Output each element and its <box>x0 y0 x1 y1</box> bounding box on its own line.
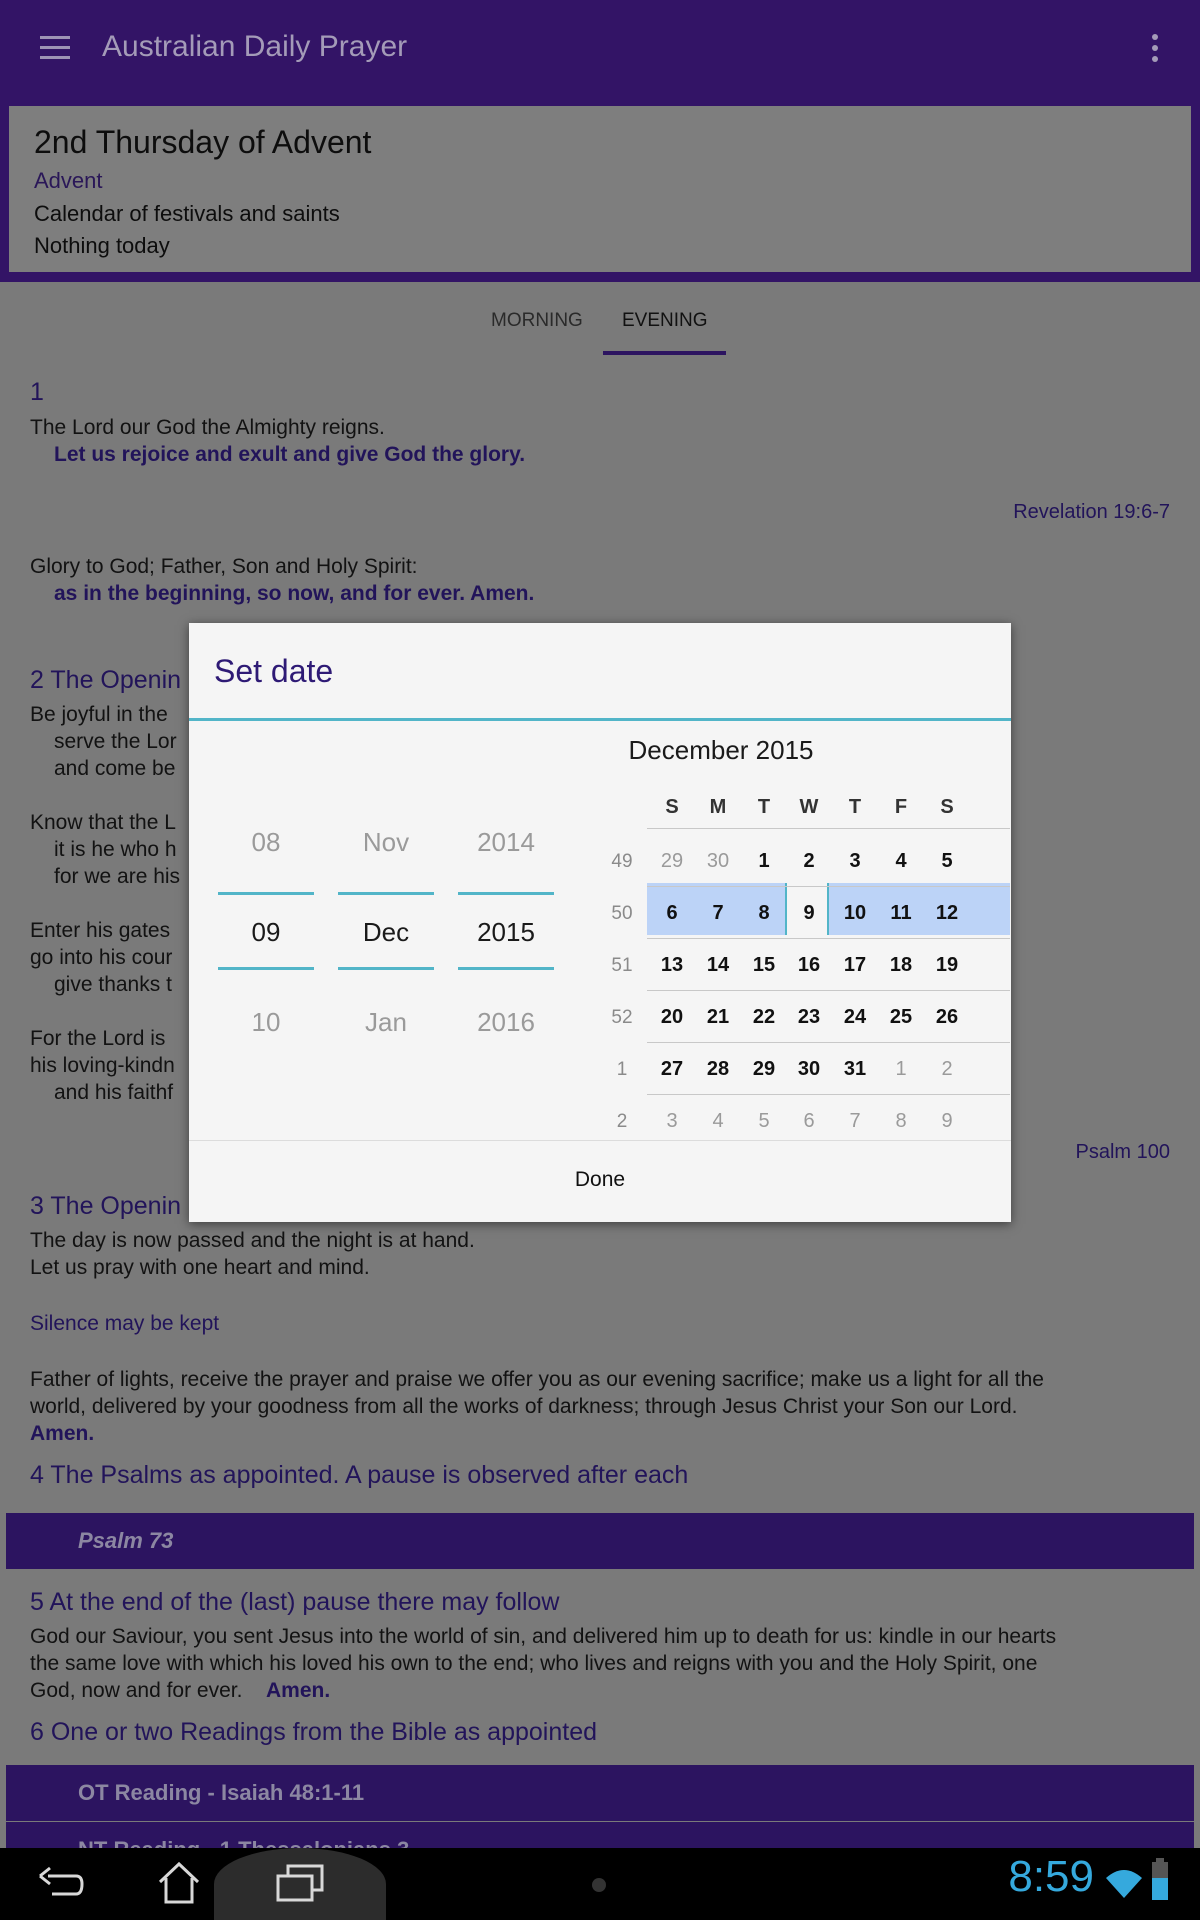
done-button[interactable]: Done <box>574 1168 626 1191</box>
prayer-text: God our Saviour, you sent Jesus into the world of sin, and delivered him up to death for us: kindle in our hearts <box>30 1625 1057 1648</box>
picker-line <box>458 892 554 895</box>
picker-line <box>218 967 314 970</box>
calendar-day[interactable]: 29 <box>660 850 684 872</box>
calendar-row-divider <box>647 886 1010 887</box>
calendar-day[interactable]: 8 <box>895 1110 907 1132</box>
weekday-header: M <box>709 796 727 818</box>
psalm-line: and come be <box>54 757 176 780</box>
calendar-day[interactable]: 7 <box>712 902 724 924</box>
prayer-text: Father of lights, receive the prayer and praise we offer you as our evening sacrifice; make us a light for all the <box>30 1368 1044 1391</box>
festivals-value: Nothing today <box>34 233 170 258</box>
calendar-day[interactable]: 21 <box>706 1006 730 1028</box>
psalm-line: and his faithf <box>54 1081 174 1104</box>
prayer-text: the same love with which his loved his own to the end; who lives and reigns with you and the Holy Spirit, one <box>30 1652 1038 1675</box>
calendar-day[interactable]: 8 <box>758 902 770 924</box>
tab-morning[interactable]: MORNING <box>491 310 583 331</box>
calendar-day[interactable]: 1 <box>895 1058 907 1080</box>
weekday-header: W <box>799 796 819 818</box>
calendar-day[interactable]: 15 <box>752 954 776 976</box>
dialog-footer-divider <box>189 1140 1011 1141</box>
section-heading: 2 The Openin <box>30 666 182 694</box>
day-next[interactable]: 10 <box>251 1007 281 1037</box>
tab-indicator <box>603 351 726 355</box>
calendar-day[interactable]: 18 <box>889 954 913 976</box>
calendar-day[interactable]: 9 <box>941 1110 953 1132</box>
day-prev[interactable]: 08 <box>251 827 281 857</box>
year-selected[interactable]: 2015 <box>477 917 535 947</box>
weekday-header: F <box>894 796 908 818</box>
amen: Amen. <box>30 1422 95 1445</box>
weekday-header: S <box>940 796 954 818</box>
wifi-icon <box>1104 1866 1144 1900</box>
weekday-header: T <box>757 796 771 818</box>
picker-line <box>218 892 314 895</box>
status-clock: 8:59 <box>1008 1852 1094 1901</box>
festivals-label: Calendar of festivals and saints <box>34 201 340 226</box>
prayer-text: world, delivered by your goodness from all the works of darkness; through Jesus Christ your Son our Lord. <box>30 1395 1018 1418</box>
calendar-day[interactable]: 30 <box>706 850 730 872</box>
calendar-day[interactable]: 14 <box>706 954 730 976</box>
calendar-day[interactable]: 7 <box>849 1110 861 1132</box>
psalm-line: it is he who h <box>54 838 177 861</box>
picker-line <box>338 967 434 970</box>
psalm-line: serve the Lor <box>54 730 177 753</box>
versicle: Glory to God; Father, Son and Holy Spirit: <box>30 555 418 578</box>
year-picker[interactable] <box>458 623 554 1223</box>
versicle: The day is now passed and the night is at hand. <box>30 1229 475 1252</box>
calendar-day[interactable]: 31 <box>843 1058 867 1080</box>
section-heading: 5 At the end of the (last) pause there may follow <box>30 1588 560 1616</box>
calendar-day[interactable]: 5 <box>758 1110 770 1132</box>
calendar-day[interactable]: 11 <box>890 902 912 924</box>
week-number: 1 <box>616 1059 628 1080</box>
menu-icon[interactable] <box>40 36 70 60</box>
calendar-day[interactable]: 28 <box>706 1058 730 1080</box>
calendar-day[interactable]: 25 <box>889 1006 913 1028</box>
calendar-row-divider <box>647 938 1010 939</box>
psalm-line: Enter his gates <box>30 919 171 942</box>
calendar-day[interactable]: 23 <box>797 1006 821 1028</box>
versicle: Let us pray with one heart and mind. <box>30 1256 370 1279</box>
calendar-day[interactable]: 6 <box>803 1110 815 1132</box>
section-heading: 6 One or two Readings from the Bible as appointed <box>30 1718 598 1746</box>
calendar-day[interactable]: 2 <box>941 1058 953 1080</box>
tab-bar <box>0 282 1200 356</box>
calendar-day[interactable]: 26 <box>935 1006 959 1028</box>
amen: Amen. <box>266 1679 331 1702</box>
calendar-day[interactable]: 22 <box>752 1006 776 1028</box>
rubric: Silence may be kept <box>30 1312 220 1335</box>
day-picker[interactable] <box>218 623 314 1223</box>
calendar-day[interactable]: 30 <box>797 1058 821 1080</box>
week-number: 51 <box>611 955 633 976</box>
psalm-line: Know that the L <box>30 811 176 834</box>
response: Let us rejoice and exult and give God the glory. <box>54 443 526 466</box>
app-title: Australian Daily Prayer <box>102 30 408 63</box>
calendar-day[interactable]: 29 <box>752 1058 776 1080</box>
psalm-reading-band[interactable] <box>6 1513 1194 1569</box>
psalm-line: Be joyful in the <box>30 703 168 726</box>
psalm-line: For the Lord is <box>30 1027 166 1050</box>
overflow-menu-icon[interactable] <box>1152 34 1160 67</box>
nav-dot-icon <box>592 1878 606 1892</box>
calendar-day[interactable]: 3 <box>849 850 861 872</box>
home-icon[interactable] <box>156 1860 202 1904</box>
month-next[interactable]: Jan <box>365 1007 407 1037</box>
calendar-day[interactable]: 20 <box>660 1006 684 1028</box>
picker-line <box>338 892 434 895</box>
year-next[interactable]: 2016 <box>477 1007 535 1037</box>
calendar-month-title: December 2015 <box>628 735 814 765</box>
versicle: The Lord our God the Almighty reigns. <box>30 416 385 439</box>
psalm-line: his loving-kindn <box>30 1054 175 1077</box>
month-picker[interactable] <box>338 623 434 1223</box>
calendar-day[interactable]: 4 <box>712 1110 724 1132</box>
calendar-day[interactable]: 13 <box>660 954 684 976</box>
calendar-day[interactable]: 10 <box>843 902 867 924</box>
calendar-day[interactable]: 3 <box>666 1110 678 1132</box>
calendar-row-divider <box>647 990 1010 991</box>
week-number: 52 <box>611 1007 633 1028</box>
week-number: 50 <box>611 903 633 924</box>
day-title: 2nd Thursday of Advent <box>34 124 372 160</box>
dialog-title: Set date <box>214 653 334 689</box>
calendar-day[interactable]: 2 <box>803 850 815 872</box>
day-selected[interactable]: 09 <box>251 917 281 947</box>
picker-line <box>458 967 554 970</box>
calendar-day[interactable]: 6 <box>666 902 678 924</box>
month-selected[interactable]: Dec <box>362 917 410 947</box>
recent-apps-icon[interactable] <box>276 1864 326 1904</box>
scripture-reference: Revelation 19:6-7 <box>1013 501 1170 523</box>
calendar-row-divider <box>647 828 1010 829</box>
weekday-header: S <box>665 796 679 818</box>
tab-evening[interactable]: EVENING <box>622 310 708 331</box>
calendar-day[interactable]: 19 <box>935 954 959 976</box>
scripture-reference: Psalm 100 <box>1075 1141 1170 1163</box>
year-prev[interactable]: 2014 <box>477 827 535 857</box>
month-prev[interactable]: Nov <box>362 827 410 857</box>
week-number: 2 <box>616 1111 628 1132</box>
battery-icon <box>1150 1858 1170 1902</box>
weekday-header: T <box>848 796 862 818</box>
calendar-row-divider <box>647 1094 1010 1095</box>
calendar-day[interactable]: 1 <box>758 850 770 872</box>
calendar-day[interactable]: 17 <box>843 954 867 976</box>
back-icon[interactable] <box>38 1864 84 1904</box>
psalm-line: go into his cour <box>30 946 173 969</box>
set-date-dialog <box>189 623 1011 1222</box>
section-heading: 3 The Openin <box>30 1192 182 1220</box>
season-label: Advent <box>34 168 103 193</box>
calendar-day[interactable]: 9 <box>803 902 815 924</box>
calendar-day[interactable]: 12 <box>935 902 959 924</box>
calendar-day[interactable]: 24 <box>843 1006 867 1028</box>
psalm-line: give thanks t <box>54 973 172 996</box>
week-number: 49 <box>611 851 633 872</box>
ot-reading-band[interactable] <box>6 1765 1194 1821</box>
calendar-day[interactable]: 5 <box>941 850 953 872</box>
section-heading: 1 <box>30 378 44 406</box>
psalm-reading-label: Psalm 73 <box>78 1528 174 1553</box>
section-heading: 4 The Psalms as appointed. A pause is observed after each <box>30 1461 689 1489</box>
calendar-day[interactable]: 4 <box>895 850 907 872</box>
calendar-day[interactable]: 27 <box>660 1058 684 1080</box>
ot-reading-label: OT Reading - Isaiah 48:1-11 <box>78 1780 365 1805</box>
calendar-row-divider <box>647 1042 1010 1043</box>
psalm-line: for we are his <box>54 865 181 888</box>
calendar-day[interactable]: 16 <box>797 954 821 976</box>
response: as in the beginning, so now, and for ever. Amen. <box>54 582 535 605</box>
prayer-text: God, now and for ever. <box>30 1679 243 1702</box>
